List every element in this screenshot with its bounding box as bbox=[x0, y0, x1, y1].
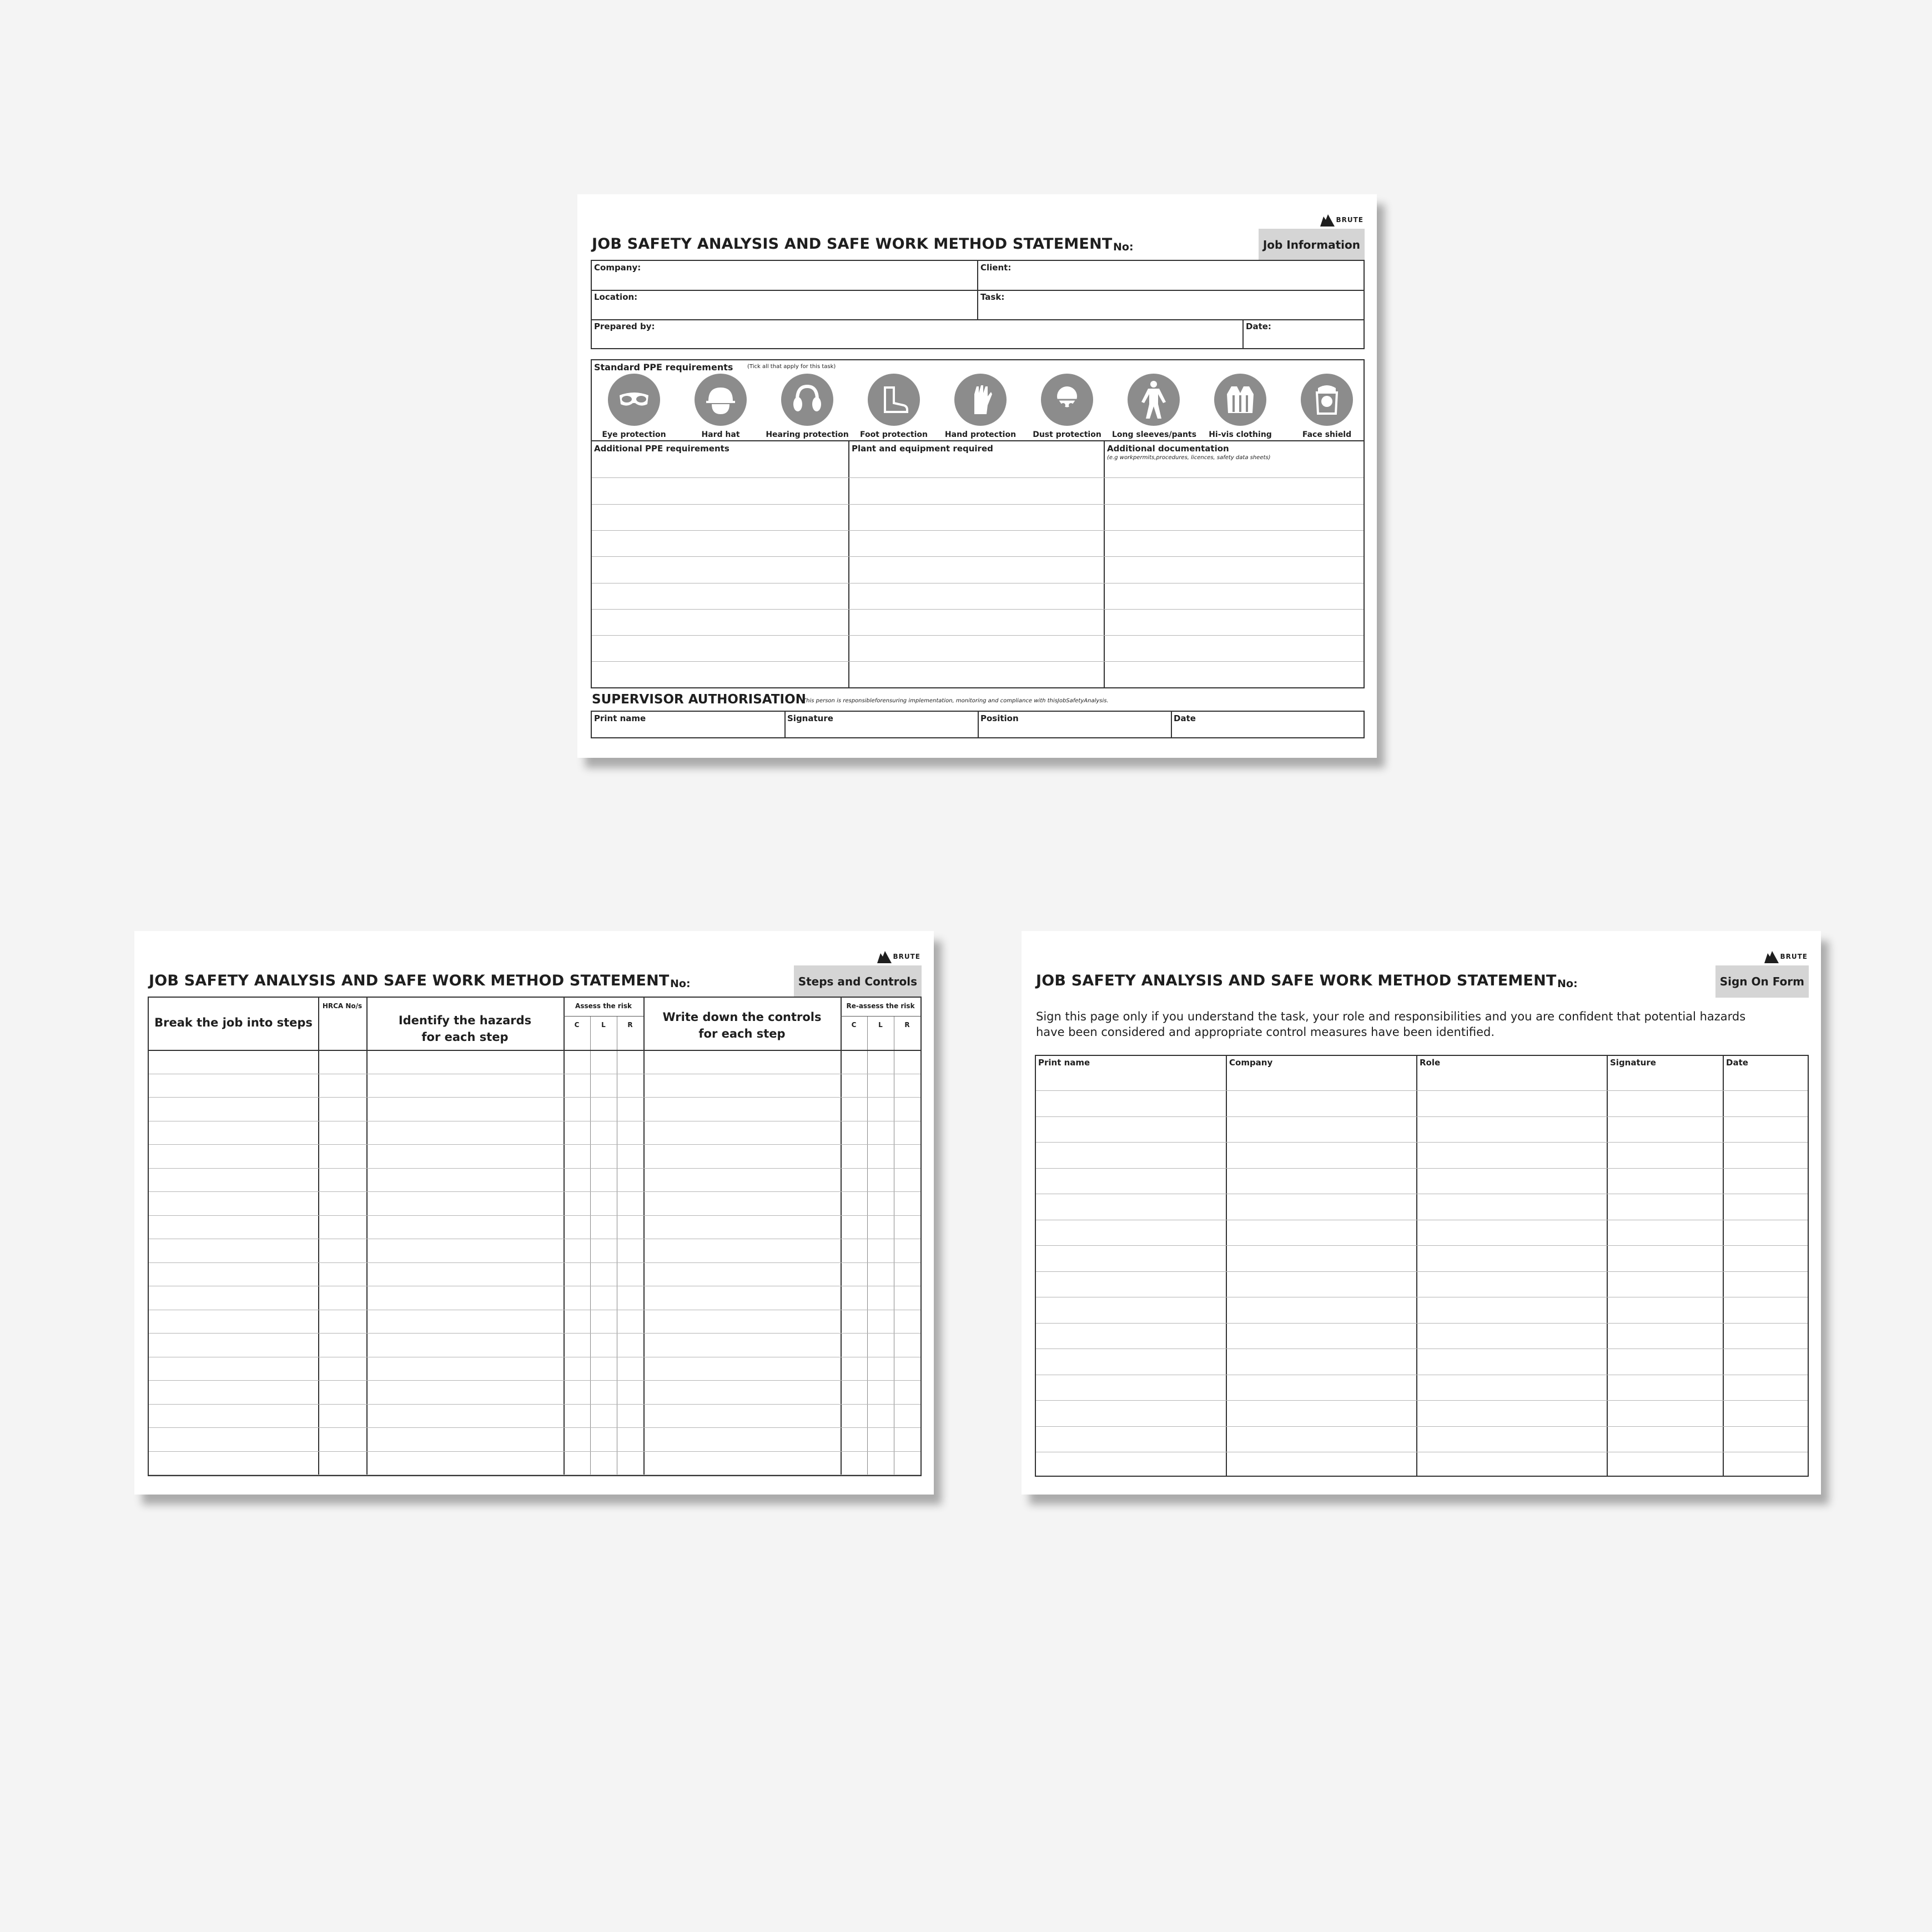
col-signature: Signature bbox=[1610, 1058, 1656, 1068]
table-row[interactable] bbox=[1036, 1400, 1808, 1401]
ppe-section bbox=[591, 359, 1365, 688]
assess-c: C bbox=[574, 1021, 580, 1029]
page-title: JOB SAFETY ANALYSIS AND SAFE WORK METHOD STATEMENT bbox=[592, 235, 1113, 253]
dust-mask-icon bbox=[1041, 374, 1093, 426]
ppe-label: Long sleeves/pants bbox=[1112, 430, 1197, 439]
supervisor-title: SUPERVISOR AUTHORISATION bbox=[592, 692, 806, 707]
col-company: Company bbox=[1229, 1058, 1273, 1068]
table-row[interactable] bbox=[1036, 1426, 1808, 1427]
ppe-label: Dust protection bbox=[1033, 430, 1101, 439]
table-row[interactable] bbox=[149, 1451, 920, 1452]
supervisor-signature-table bbox=[591, 711, 1365, 738]
col-steps-header: Break the job into steps bbox=[154, 1016, 313, 1029]
table-row[interactable] bbox=[1036, 1116, 1808, 1117]
coverall-icon bbox=[1128, 374, 1180, 426]
brute-logo bbox=[877, 950, 920, 963]
table-row[interactable] bbox=[149, 1262, 920, 1263]
steps-and-controls-sheet bbox=[134, 931, 934, 1495]
location-field[interactable]: Location: bbox=[594, 292, 638, 302]
reassess-r: R bbox=[904, 1021, 910, 1029]
ppe-long-sleeves[interactable] bbox=[1112, 374, 1195, 439]
ppe-label: Face shield bbox=[1302, 430, 1352, 439]
sign-instructions bbox=[1036, 1009, 1745, 1040]
table-row[interactable] bbox=[1036, 1245, 1808, 1246]
sign-on-form-tag: Sign On Form bbox=[1715, 965, 1809, 998]
date-field[interactable]: Date: bbox=[1246, 321, 1271, 331]
ppe-label: Foot protection bbox=[860, 430, 928, 439]
assess-r: R bbox=[627, 1021, 633, 1029]
task-field[interactable]: Task: bbox=[980, 292, 1005, 302]
additional-ppe-header: Additional PPE requirements bbox=[594, 444, 729, 454]
table-row[interactable] bbox=[149, 1144, 920, 1145]
table-row[interactable] bbox=[1036, 1168, 1808, 1169]
face-shield-icon bbox=[1301, 374, 1353, 426]
brute-logo-text: BRUTE bbox=[893, 953, 920, 960]
reassess-c: C bbox=[851, 1021, 857, 1029]
ppe-eye-protection[interactable] bbox=[592, 374, 676, 439]
brute-logo bbox=[1320, 213, 1364, 227]
table-row[interactable] bbox=[1036, 1090, 1808, 1091]
job-details-table bbox=[591, 260, 1365, 349]
ppe-label: Hi-vis clothing bbox=[1209, 430, 1272, 439]
ppe-hearing-protection[interactable] bbox=[766, 374, 849, 439]
job-information-sheet bbox=[577, 194, 1377, 758]
brute-logo-icon bbox=[1764, 950, 1779, 963]
brute-logo-icon bbox=[1320, 213, 1335, 227]
instruction-line2: have been considered and appropriate control measures have been identified. bbox=[1036, 1025, 1495, 1039]
ppe-title: Standard PPE requirements bbox=[594, 362, 733, 373]
ppe-foot-protection[interactable] bbox=[852, 374, 935, 439]
col-controls-line1: Write down the controls bbox=[662, 1010, 822, 1024]
col-hazards-header bbox=[366, 1012, 564, 1045]
plant-equipment-header: Plant and equipment required bbox=[852, 444, 993, 454]
brute-logo-text: BRUTE bbox=[1336, 216, 1364, 224]
docs-note: (e.g workpermits,procedures, licences, safety data sheets) bbox=[1107, 455, 1271, 461]
table-row[interactable] bbox=[149, 1215, 920, 1216]
table-row[interactable] bbox=[149, 1333, 920, 1334]
number-label: No: bbox=[1113, 241, 1134, 253]
earmuffs-icon bbox=[781, 374, 833, 426]
company-field[interactable]: Company: bbox=[594, 263, 641, 273]
client-field[interactable]: Client: bbox=[980, 263, 1012, 273]
brute-logo-icon bbox=[877, 950, 892, 963]
brute-logo-text: BRUTE bbox=[1780, 953, 1808, 960]
position-field[interactable]: Position bbox=[980, 713, 1019, 723]
hi-vis-vest-icon bbox=[1214, 374, 1266, 426]
ppe-label: Hearing protection bbox=[766, 430, 849, 439]
table-row[interactable] bbox=[1036, 1142, 1808, 1143]
prepared-by-field[interactable]: Prepared by: bbox=[594, 321, 655, 331]
sign-on-form-sheet bbox=[1022, 931, 1821, 1495]
table-row[interactable] bbox=[149, 1191, 920, 1192]
assess-l: L bbox=[601, 1021, 606, 1029]
ppe-hand-protection[interactable] bbox=[939, 374, 1022, 439]
glove-icon bbox=[954, 374, 1007, 426]
page-title: JOB SAFETY ANALYSIS AND SAFE WORK METHOD STATEMENT bbox=[1036, 972, 1557, 989]
brute-logo bbox=[1764, 950, 1808, 963]
ppe-hi-vis[interactable] bbox=[1199, 374, 1282, 439]
col-hazards-line1: Identify the hazards bbox=[398, 1014, 532, 1027]
col-hrca-header: HRCA No/s bbox=[322, 1002, 363, 1010]
reassess-risk-header: Re-assess the risk bbox=[846, 1002, 915, 1010]
ppe-label: Eye protection bbox=[602, 430, 666, 439]
hard-hat-icon bbox=[695, 374, 747, 426]
ppe-label: Hard hat bbox=[701, 430, 740, 439]
steps-and-controls-tag: Steps and Controls bbox=[794, 965, 922, 998]
ppe-hard-hat[interactable] bbox=[679, 374, 762, 439]
sign-on-table bbox=[1035, 1055, 1809, 1477]
table-row[interactable] bbox=[149, 1097, 920, 1098]
date-field[interactable]: Date bbox=[1174, 713, 1196, 723]
page-title: JOB SAFETY ANALYSIS AND SAFE WORK METHOD STATEMENT bbox=[149, 972, 670, 989]
additional-docs-header: Additional documentation bbox=[1107, 444, 1229, 454]
col-hazards-line2: for each step bbox=[421, 1030, 509, 1044]
table-row[interactable] bbox=[149, 1380, 920, 1381]
number-label: No: bbox=[670, 978, 691, 990]
col-role: Role bbox=[1420, 1058, 1441, 1068]
assess-risk-header: Assess the risk bbox=[575, 1002, 632, 1010]
col-controls-header bbox=[643, 1009, 841, 1042]
supervisor-note: This person is responsibleforensuring implementation, monitoring and compliance with thisJobSafetyAnalysis. bbox=[803, 698, 1109, 704]
job-information-tag: Job Information bbox=[1259, 229, 1365, 261]
steps-table bbox=[148, 997, 922, 1476]
col-controls-line2: for each step bbox=[698, 1027, 786, 1040]
table-row[interactable] bbox=[149, 1168, 920, 1169]
print-name-field[interactable]: Print name bbox=[594, 713, 646, 723]
ppe-note: (Tick all that apply for this task) bbox=[747, 364, 836, 370]
instruction-line1: Sign this page only if you understand the task, your role and responsibilities and you are confident that potential hazards bbox=[1036, 1010, 1746, 1023]
reassess-l: L bbox=[878, 1021, 883, 1029]
table-row[interactable] bbox=[1036, 1323, 1808, 1324]
col-date: Date bbox=[1726, 1058, 1748, 1068]
boot-icon bbox=[868, 374, 920, 426]
col-print-name: Print name bbox=[1038, 1058, 1090, 1068]
number-label: No: bbox=[1557, 978, 1578, 990]
table-row[interactable] bbox=[149, 1404, 920, 1405]
signature-field[interactable]: Signature bbox=[787, 713, 833, 723]
ppe-label: Hand protection bbox=[944, 430, 1017, 439]
ppe-face-shield[interactable] bbox=[1285, 374, 1368, 439]
table-row[interactable] bbox=[149, 1427, 920, 1428]
table-row[interactable] bbox=[1036, 1271, 1808, 1272]
ppe-dust-protection[interactable] bbox=[1025, 374, 1109, 439]
goggles-icon bbox=[608, 374, 660, 426]
